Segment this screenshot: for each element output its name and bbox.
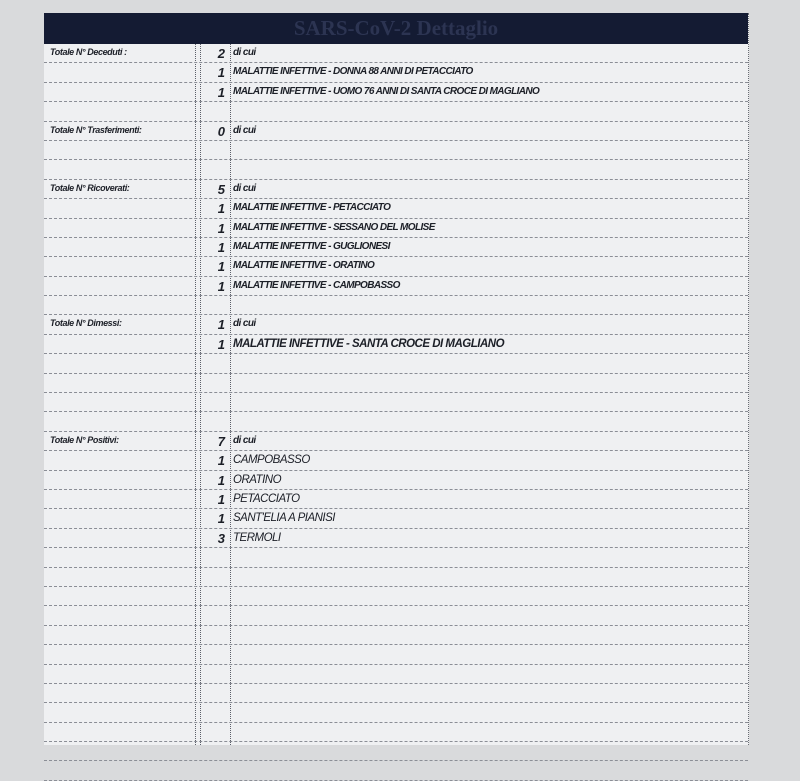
detail-table	[44, 44, 748, 781]
item-text: TERMOLI	[233, 531, 281, 544]
trasferimenti-label: Totale N° Trasferimenti:	[50, 124, 142, 135]
deceduti-total: 2	[217, 46, 225, 61]
item-text: MALATTIE INFETTIVE - ORATINO	[233, 260, 375, 272]
table-row	[44, 122, 748, 141]
di-cui-label: di cui	[233, 47, 256, 58]
table-row	[44, 374, 748, 393]
table-row	[44, 626, 748, 645]
di-cui-label: di cui	[233, 182, 256, 194]
item-text: MALATTIE INFETTIVE - CAMPOBASSO	[233, 279, 400, 291]
deceduti-label: Totale N° Deceduti :	[50, 47, 127, 57]
item-count: 1	[217, 511, 225, 527]
table-row	[44, 160, 748, 179]
di-cui-label: di cui	[233, 434, 256, 446]
item-count: 1	[217, 84, 225, 100]
table-row	[44, 742, 748, 761]
di-cui-label: di cui	[233, 318, 256, 330]
trasferimenti-total: 0	[217, 123, 225, 139]
table-row	[44, 703, 748, 722]
item-count: 1	[217, 239, 225, 255]
item-count: 1	[217, 259, 225, 275]
table-row	[44, 723, 748, 742]
table-row	[44, 199, 748, 218]
table-row	[44, 393, 748, 412]
table-row	[44, 606, 748, 625]
item-text: MALATTIE INFETTIVE - UOMO 76 ANNI DI SANTA CROCE DI MAGLIANO	[233, 85, 540, 97]
positivi-label: Totale N° Positivi:	[50, 434, 119, 445]
table-row	[44, 44, 748, 63]
table-row	[44, 102, 748, 121]
item-count: 1	[217, 336, 225, 352]
ricoverati-total: 5	[217, 181, 225, 197]
table-row	[44, 568, 748, 587]
table-row	[44, 257, 748, 276]
item-count: 1	[217, 220, 225, 236]
table-row	[44, 548, 748, 567]
item-text: MALATTIE INFETTIVE - SESSANO DEL MOLISE	[233, 221, 435, 233]
table-row	[44, 645, 748, 664]
item-count: 1	[217, 491, 225, 507]
positivi-total: 7	[217, 433, 225, 449]
table-row	[44, 219, 748, 238]
item-text: MALATTIE INFETTIVE - PETACCIATO	[233, 202, 391, 214]
item-count: 1	[217, 472, 225, 488]
table-row	[44, 451, 748, 470]
ricoverati-label: Totale N° Ricoverati:	[50, 182, 130, 193]
table-row	[44, 296, 748, 315]
table-row	[44, 335, 748, 354]
item-count: 1	[217, 65, 225, 81]
item-text: CAMPOBASSO	[233, 454, 310, 467]
table-row	[44, 412, 748, 431]
item-count: 1	[217, 453, 225, 469]
table-row	[44, 63, 748, 82]
table-row	[44, 684, 748, 703]
di-cui-label: di cui	[233, 124, 256, 136]
item-count: 3	[217, 530, 225, 546]
item-text: ORATINO	[233, 473, 282, 486]
item-text: MALATTIE INFETTIVE - DONNA 88 ANNI DI PETACCIATO	[233, 66, 473, 78]
table-row	[44, 665, 748, 684]
table-row	[44, 509, 748, 528]
table-row	[44, 354, 748, 373]
table-row	[44, 238, 748, 257]
item-text: SANT'ELIA A PIANISI	[233, 512, 335, 525]
table-row	[44, 277, 748, 296]
table-row	[44, 83, 748, 102]
table-row	[44, 141, 748, 160]
table-row	[44, 490, 748, 509]
table-row	[44, 471, 748, 490]
report-sheet	[44, 13, 749, 745]
dimessi-total: 1	[217, 317, 225, 333]
item-count: 1	[217, 201, 225, 217]
table-row	[44, 587, 748, 606]
item-text: PETACCIATO	[233, 492, 300, 505]
table-row	[44, 529, 748, 548]
table-row	[44, 180, 748, 199]
item-count: 1	[217, 278, 225, 294]
report-title: SARS-CoV-2 Dettaglio	[44, 13, 748, 44]
item-text: MALATTIE INFETTIVE - GUGLIONESI	[233, 240, 390, 252]
dimessi-label: Totale N° Dimessi:	[50, 318, 122, 329]
item-text: MALATTIE INFETTIVE - SANTA CROCE DI MAGLIANO	[233, 337, 505, 350]
table-row	[44, 432, 748, 451]
table-row	[44, 761, 748, 780]
table-row	[44, 315, 748, 334]
